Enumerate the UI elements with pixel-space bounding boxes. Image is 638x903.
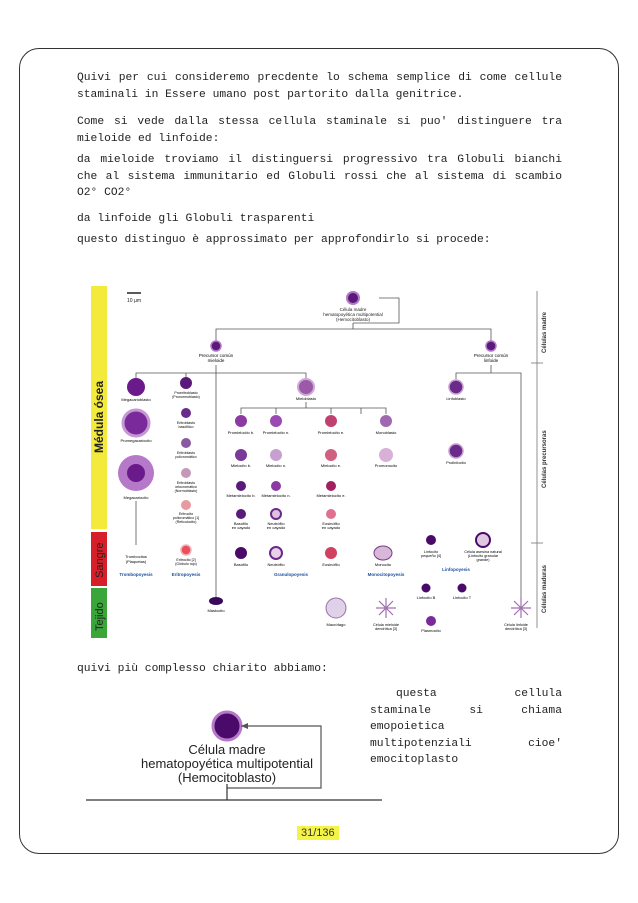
small-lymphocyte-icon <box>426 535 436 545</box>
myelocyte-e-icon <box>325 449 337 461</box>
svg-text:ortocromático: ortocromático <box>175 485 197 489</box>
basophil-icon <box>235 547 247 559</box>
svg-text:Eritroblasto: Eritroblasto <box>176 421 196 425</box>
svg-text:Metamielocito b.: Metamielocito b. <box>226 493 256 498</box>
promonocyte-icon <box>379 448 393 462</box>
promegakaryocyte-icon <box>123 410 149 436</box>
svg-text:Basófilo: Basófilo <box>233 562 249 567</box>
svg-text:Promielocito b.: Promielocito b. <box>227 430 255 435</box>
paragraph-approx: questo distinguo è approssimato per approfondirlo si procede: <box>77 234 491 246</box>
svg-text:Célula linfoide: Célula linfoide <box>504 623 528 627</box>
svg-text:Promielocito n.: Promielocito n. <box>262 430 290 435</box>
svg-text:dendrítica [3]: dendrítica [3] <box>505 627 527 631</box>
band-precursor: Células precursoras <box>542 430 548 488</box>
svg-text:(Pronormoblasto): (Pronormoblasto) <box>172 395 200 399</box>
svg-text:Linfocito B: Linfocito B <box>416 595 436 600</box>
myeloid-precursor-label-1: Precursor común <box>198 353 234 358</box>
svg-text:Proeritroblasto: Proeritroblasto <box>174 391 198 395</box>
t-lymphocyte-icon <box>458 584 467 593</box>
paragraph-intro: Quivi per cui consideremo precdente lo schema semplice di come cellule staminali in Essere umano post partorito dalla genitrice. <box>77 72 562 101</box>
monocyte-icon <box>374 546 392 560</box>
svg-text:dendrítica [3]: dendrítica [3] <box>375 627 397 631</box>
myeloblast-label: Mieloblasto <box>295 396 317 401</box>
svg-text:Mielocito n.: Mielocito n. <box>265 463 287 468</box>
metamyelocyte-n-icon <box>271 481 281 491</box>
svg-text:Monoblasto: Monoblasto <box>375 430 397 435</box>
erythrocyte-icon <box>181 545 191 555</box>
svg-text:(Reticulocito): (Reticulocito) <box>175 520 197 524</box>
svg-text:policromático [1]: policromático [1] <box>172 516 200 520</box>
band-mature: Células maduras <box>542 564 548 613</box>
granulopoiesis-label: Granulopoyesis <box>273 572 309 577</box>
svg-text:Macrófago: Macrófago <box>326 622 346 627</box>
basophilic-erythroblast-icon <box>181 408 191 418</box>
paragraph-distinction: Come si vede dalla stessa cellula staminale si puo' distinguere tra mieloide ed linfoide: <box>77 116 562 145</box>
orthochromatic-erythroblast-icon <box>181 468 191 478</box>
metamyelocyte-e-icon <box>326 481 336 491</box>
thrombocyte-label-1: Trombocitos <box>125 554 147 559</box>
svg-text:(Glóbulo rojo): (Glóbulo rojo) <box>175 562 197 566</box>
svg-text:Basófilo: Basófilo <box>233 521 249 526</box>
myeloblast-icon <box>298 379 314 395</box>
paragraph-lymphoid: da linfoide gli Globuli trasparenti <box>77 213 315 225</box>
plasma-cell-icon <box>426 616 436 626</box>
svg-text:Eosinófilo: Eosinófilo <box>322 521 340 526</box>
eritropoiesis-label: Eritropoyesis <box>171 572 201 577</box>
promyelocyte-e-icon <box>325 415 337 427</box>
svg-text:Linfoblasto: Linfoblasto <box>446 396 466 401</box>
svg-text:Eritroblasto: Eritroblasto <box>176 451 196 455</box>
nk-cell-icon <box>476 533 490 547</box>
page-number: 31/136 <box>297 826 339 840</box>
scale-label: 10 µm <box>127 298 141 304</box>
polychromatic-erythroblast-icon <box>181 438 191 448</box>
promegakaryocyte-label: Promegacariocito <box>120 438 152 443</box>
myelocyte-n-icon <box>270 449 282 461</box>
myelocyte-b-icon <box>235 449 247 461</box>
promyelocyte-n-icon <box>270 415 282 427</box>
eosinophil-icon <box>325 547 337 559</box>
stem-cell-icon <box>347 292 359 304</box>
lymphoid-precursor-icon <box>486 341 496 351</box>
thrombocyte-label-2: (Plaquetas) <box>125 559 147 564</box>
b-lymphocyte-icon <box>422 584 431 593</box>
svg-text:Promonocito: Promonocito <box>374 463 398 468</box>
svg-text:en cayado: en cayado <box>266 525 286 530</box>
svg-text:Metamielocito e.: Metamielocito e. <box>316 493 346 498</box>
svg-text:Linfocito: Linfocito <box>423 550 439 554</box>
lymphoid-dendritic-icon <box>511 598 531 618</box>
metamyelocyte-b-icon <box>236 481 246 491</box>
svg-text:Eosinófilo: Eosinófilo <box>322 562 340 567</box>
zoom-label-2: hematopoyética multipotential <box>141 756 313 771</box>
stem-label-2: hematopoyética multipotential <box>323 312 383 317</box>
svg-text:Mielocito e.: Mielocito e. <box>320 463 342 468</box>
band-label-tissue: Tejido <box>94 602 106 631</box>
svg-text:Célula asesina natural: Célula asesina natural <box>464 550 502 554</box>
band-eosinophil-icon <box>326 509 336 519</box>
proerythroblast-icon <box>180 377 192 389</box>
svg-text:Mastocito: Mastocito <box>207 608 225 613</box>
trombopoiesis-label: Trombopoyesis <box>119 572 153 577</box>
prolymphocyte-icon <box>449 444 463 458</box>
stem-cell-zoom <box>86 698 386 806</box>
svg-text:Eritrocito: Eritrocito <box>178 512 194 516</box>
svg-text:Mielocito b.: Mielocito b. <box>230 463 252 468</box>
svg-text:Linfocito T: Linfocito T <box>452 595 472 600</box>
mast-cell-icon <box>209 597 223 605</box>
svg-text:pequeño [4]: pequeño [4] <box>420 554 442 558</box>
svg-text:Prolinfocito: Prolinfocito <box>446 460 466 465</box>
svg-text:policromático: policromático <box>175 455 197 459</box>
zoom-label-3: (Hemocitoblasto) <box>177 770 277 785</box>
svg-text:Eritrocito [2]: Eritrocito [2] <box>176 558 196 562</box>
megakaryocyte-label: Megacariocito <box>123 495 149 500</box>
zoom-label-1: Célula madre <box>188 742 266 757</box>
stem-cell-large-icon <box>213 712 241 740</box>
neutrophil-icon <box>270 547 282 559</box>
svg-text:Monocito: Monocito <box>374 562 392 567</box>
megakaryoblast-label: Megacarioblasto <box>121 397 151 402</box>
svg-text:Célula mieloide: Célula mieloide <box>373 623 399 627</box>
svg-text:en cayado: en cayado <box>321 525 341 530</box>
lymphoid-precursor-label-1: Precursor común <box>473 353 509 358</box>
svg-text:Neutrófilo: Neutrófilo <box>267 521 285 526</box>
myeloid-precursor-label-2: mieloide <box>207 358 225 363</box>
megakaryoblast-icon <box>127 378 145 396</box>
svg-text:en cayado: en cayado <box>231 525 251 530</box>
stem-label-1: Célula madre <box>339 307 367 312</box>
lymphoblast-icon <box>449 380 463 394</box>
svg-text:(Normoblasto): (Normoblasto) <box>174 489 198 493</box>
monocitopoiesis-label: Monocitopoyesis <box>367 572 405 577</box>
svg-text:Plasmocito: Plasmocito <box>421 628 441 633</box>
svg-text:Metamielocito n.: Metamielocito n. <box>261 493 291 498</box>
svg-text:Eritroblasto: Eritroblasto <box>176 481 196 485</box>
band-stem: Células madre <box>542 311 548 353</box>
svg-text:Neutrófilo: Neutrófilo <box>267 562 285 567</box>
svg-text:basófilico: basófilico <box>178 425 194 429</box>
reticulocyte-icon <box>181 500 191 510</box>
myeloid-precursor-icon <box>211 341 221 351</box>
macrophage-icon <box>326 598 346 618</box>
svg-text:grande): grande) <box>476 558 490 562</box>
paragraph-complex: quivi più complesso chiarito abbiamo: <box>77 663 328 675</box>
promyelocyte-b-icon <box>235 415 247 427</box>
band-neutrophil-icon <box>271 509 281 519</box>
side-note: questa cellula staminale si chiama emopoietica multipotenziali cioe' emocitoplasto <box>370 688 562 766</box>
band-label-bone: Médula ósea <box>92 380 106 453</box>
stem-label-3: (Hemocitoblasto) <box>335 317 371 322</box>
paragraph-myeloid: da mieloide troviamo il distinguersi progressivo tra Globuli bianchi che al sistema immunitario ed Globuli rossi che al sistema di scambio O2° CO2° <box>77 154 562 199</box>
hematopoiesis-diagram <box>91 283 551 643</box>
myeloid-dendritic-icon <box>376 598 396 618</box>
lymphoid-precursor-label-2: linfoide <box>483 358 499 363</box>
monoblast-icon <box>380 415 392 427</box>
band-label-blood: Sangre <box>94 542 106 578</box>
band-basophil-icon <box>236 509 246 519</box>
svg-text:(Linfocito granular: (Linfocito granular <box>467 554 499 558</box>
linfopoiesis-label: Linfopoyesis <box>442 567 470 572</box>
svg-text:Promielocito e.: Promielocito e. <box>317 430 345 435</box>
